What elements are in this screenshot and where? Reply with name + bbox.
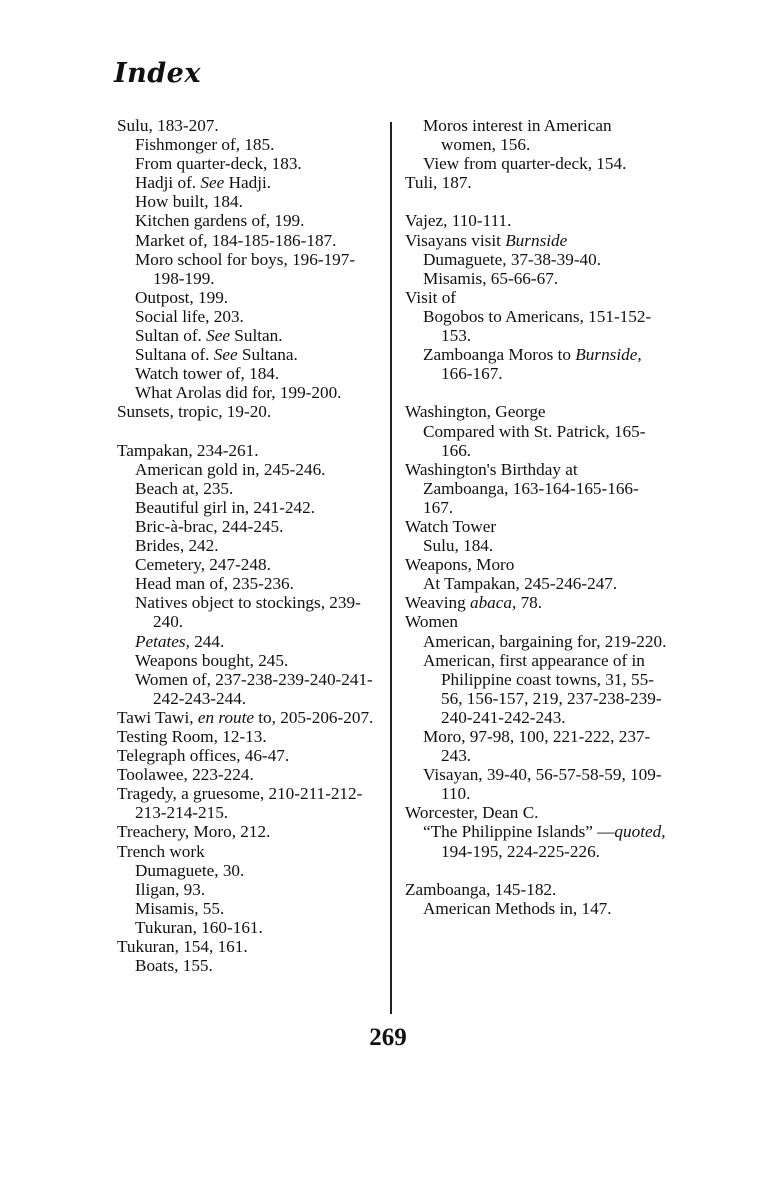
- entry-text: Sultan.: [230, 326, 283, 346]
- index-entry: [405, 460, 667, 517]
- entry-text: Kitchen gardens of, 199.: [135, 211, 305, 231]
- entry-text: Weapons, Moro: [405, 555, 515, 575]
- index-subentry: [117, 173, 377, 192]
- entry-text: Watch tower of, 184.: [135, 364, 280, 384]
- entry-text: Washington's Birthday at Zamboanga, 163-164-165-166-167.: [405, 459, 639, 517]
- entry-text: Misamis, 55.: [135, 898, 225, 918]
- index-subentry: [405, 154, 667, 173]
- entry-text: Sulu, 183-207.: [117, 116, 219, 135]
- entry-text: Watch Tower: [405, 516, 497, 536]
- index-subentry: [117, 231, 377, 250]
- entry-text: Sunsets, tropic, 19-20.: [117, 402, 272, 422]
- italic-term: Petates,: [135, 631, 190, 651]
- entry-text: Visit of: [405, 287, 457, 307]
- index-subentry: [117, 250, 377, 288]
- index-entry: [405, 288, 667, 307]
- entry-text: Cemetery, 247-248.: [135, 555, 271, 575]
- index-subentry: [117, 460, 377, 479]
- index-subentry: [117, 956, 377, 975]
- index-entry: [405, 402, 667, 421]
- entry-spacer: [117, 422, 377, 441]
- index-entry: [117, 746, 377, 765]
- entry-text: to, 205-206-207.: [253, 707, 374, 727]
- index-subentry: [405, 899, 667, 918]
- entry-text: Washington, George: [405, 402, 546, 422]
- index-subentry: [405, 269, 667, 288]
- entry-text: American gold in, 245-246.: [135, 459, 326, 479]
- italic-term: See: [213, 345, 238, 365]
- index-entry: [117, 822, 377, 841]
- entry-text: Beautiful girl in, 241-242.: [135, 497, 315, 517]
- entry-text: Hadji of.: [135, 173, 201, 193]
- index-subentry: [117, 326, 377, 345]
- index-entry: [405, 517, 667, 536]
- index-entry: [117, 765, 377, 784]
- entry-text: Fishmonger of, 185.: [135, 135, 275, 155]
- entry-text: Compared with St. Patrick, 165-166.: [423, 421, 646, 460]
- entry-text: Vajez, 110-111.: [405, 211, 512, 231]
- entry-text: Testing Room, 12-13.: [117, 727, 267, 746]
- index-subentry: [117, 574, 377, 593]
- entry-text: Visayans visit: [405, 230, 506, 250]
- entry-text: Women of, 237-238-239-240-241-242-243-244.: [135, 669, 373, 708]
- index-entry: [117, 784, 377, 822]
- index-subentry: [405, 345, 667, 383]
- index-subentry: [117, 288, 377, 307]
- index-entry: [117, 708, 377, 727]
- entry-text: Tawi Tawi,: [117, 707, 198, 727]
- index-subentry: [117, 383, 377, 402]
- entry-text: Moro, 97-98, 100, 221-222, 237-243.: [423, 727, 651, 766]
- index-entry: [117, 727, 377, 746]
- entry-text: Tampakan, 234-261.: [117, 440, 259, 460]
- entry-text: Dumaguete, 37-38-39-40.: [423, 249, 602, 269]
- index-entry: [405, 880, 667, 899]
- entry-text: Worcester, Dean C.: [405, 803, 539, 823]
- entry-text: Dumaguete, 30.: [135, 860, 245, 880]
- index-subentry: [405, 307, 667, 345]
- entry-text: What Arolas did for, 199-200.: [135, 383, 342, 403]
- index-subentry: [117, 880, 377, 899]
- index-subentry: [117, 192, 377, 211]
- entry-text: Telegraph offices, 46-47.: [117, 746, 290, 766]
- index-column-left: [117, 116, 377, 975]
- index-subentry: [405, 632, 667, 651]
- entry-text: Bogobos to Americans, 151-152-153.: [423, 306, 652, 346]
- entry-spacer: [405, 861, 667, 880]
- index-subentry: [405, 422, 667, 460]
- entry-text: 78.: [516, 593, 543, 613]
- index-subentry: [117, 517, 377, 536]
- index-column-right: [405, 116, 667, 918]
- entry-text: Tragedy, a gruesome, 210-211-212-213-214-215.: [117, 784, 363, 823]
- entry-text: 166-167.: [441, 364, 503, 384]
- entry-text: Tuli, 187.: [405, 173, 472, 193]
- entry-text: Sultana of.: [135, 345, 214, 365]
- index-entry: [405, 803, 667, 822]
- index-entry: [405, 593, 667, 612]
- entry-text: Sultana.: [237, 345, 298, 365]
- index-entry: [117, 402, 377, 421]
- entry-text: Market of, 184-185-186-187.: [135, 230, 337, 250]
- entry-text: Trench work: [117, 841, 205, 861]
- italic-term: abaca,: [469, 593, 517, 613]
- entry-text: American, bargaining for, 219-220.: [423, 631, 667, 651]
- entry-text: Social life, 203.: [135, 306, 244, 326]
- index-entry: [117, 116, 377, 135]
- entry-text: “The Philippine Islands” —: [423, 822, 615, 842]
- entry-text: Natives object to stockings, 239-240.: [135, 593, 361, 632]
- index-subentry: [117, 632, 377, 651]
- index-entry: [405, 612, 667, 631]
- index-subentry: [117, 555, 377, 574]
- index-entry: [405, 555, 667, 574]
- entry-text: Moros interest in American women, 156.: [423, 116, 612, 155]
- index-subentry: [117, 498, 377, 517]
- entry-text: Sultan of.: [135, 326, 207, 346]
- entry-text: Outpost, 199.: [135, 287, 229, 307]
- italic-term: quoted,: [614, 822, 666, 842]
- index-subentry: [117, 899, 377, 918]
- entry-text: Head man of, 235-236.: [135, 574, 294, 594]
- entry-text: 244.: [189, 631, 225, 651]
- entry-text: Weapons bought, 245.: [135, 650, 289, 670]
- index-subentry: [117, 211, 377, 230]
- index-entry: [117, 842, 377, 861]
- entry-text: 194-195, 224-225-226.: [441, 841, 600, 861]
- italic-term: en route: [197, 707, 254, 727]
- index-subentry: [117, 479, 377, 498]
- entry-text: Bric-à-brac, 244-245.: [135, 516, 284, 536]
- index-subentry: [405, 765, 667, 803]
- index-subentry: [405, 651, 667, 727]
- index-subentry: [117, 135, 377, 154]
- index-subentry: [405, 822, 667, 860]
- index-entry: [405, 173, 667, 192]
- italic-term: Burnside,: [575, 345, 642, 365]
- italic-term: See: [206, 326, 230, 346]
- index-subentry: [117, 307, 377, 326]
- entry-text: Zamboanga Moros to: [423, 345, 576, 365]
- index-subentry: [405, 727, 667, 765]
- entry-text: At Tampakan, 245-246-247.: [423, 574, 618, 594]
- entry-text: American, first appearance of in Philippine coast towns, 31, 55-56, 156-157, 219, 237-238-239-240-241-242-243.: [423, 650, 662, 727]
- entry-text: From quarter-deck, 183.: [135, 154, 302, 174]
- column-divider: [390, 122, 392, 1014]
- entry-text: Beach at, 235.: [135, 478, 234, 498]
- index-subentry: [117, 670, 377, 708]
- entry-text: View from quarter-deck, 154.: [423, 154, 627, 174]
- entry-text: Toolawee, 223-224.: [117, 765, 254, 785]
- page-number: 269: [369, 1024, 407, 1051]
- italic-term: See: [200, 173, 225, 193]
- index-entry: [117, 441, 377, 460]
- entry-spacer: [405, 383, 667, 402]
- index-subentry: [117, 154, 377, 173]
- entry-text: Moro school for boys, 196-197-198-199.: [135, 249, 356, 288]
- entry-text: Hadji.: [224, 173, 272, 193]
- entry-text: Women: [405, 612, 459, 632]
- entry-text: Brides, 242.: [135, 536, 219, 556]
- index-entry: [117, 937, 377, 956]
- entry-text: Tukuran, 160-161.: [135, 917, 263, 937]
- entry-text: American Methods in, 147.: [423, 898, 612, 918]
- index-subentry: [405, 116, 667, 154]
- index-entry: [405, 231, 667, 250]
- entry-text: Sulu, 184.: [423, 536, 494, 556]
- entry-text: How built, 184.: [135, 192, 243, 212]
- entry-text: Zamboanga, 145-182.: [405, 879, 557, 899]
- index-subentry: [405, 250, 667, 269]
- index-subentry: [405, 536, 667, 555]
- index-subentry: [405, 574, 667, 593]
- index-subentry: [117, 536, 377, 555]
- entry-text: Iligan, 93.: [135, 879, 206, 899]
- index-subentry: [117, 345, 377, 364]
- index-entry: [405, 211, 667, 230]
- entry-spacer: [405, 192, 667, 211]
- entry-text: Misamis, 65-66-67.: [423, 268, 559, 288]
- entry-text: Boats, 155.: [135, 956, 213, 976]
- entry-text: Visayan, 39-40, 56-57-58-59, 109-110.: [423, 765, 662, 804]
- page-title: Index: [114, 58, 201, 89]
- italic-term: Burnside: [505, 230, 568, 250]
- entry-text: Weaving: [405, 593, 470, 613]
- index-subentry: [117, 918, 377, 937]
- index-subentry: [117, 861, 377, 880]
- entry-text: Tukuran, 154, 161.: [117, 937, 248, 957]
- index-subentry: [117, 364, 377, 383]
- index-subentry: [117, 651, 377, 670]
- index-subentry: [117, 593, 377, 631]
- entry-text: Treachery, Moro, 212.: [117, 822, 271, 842]
